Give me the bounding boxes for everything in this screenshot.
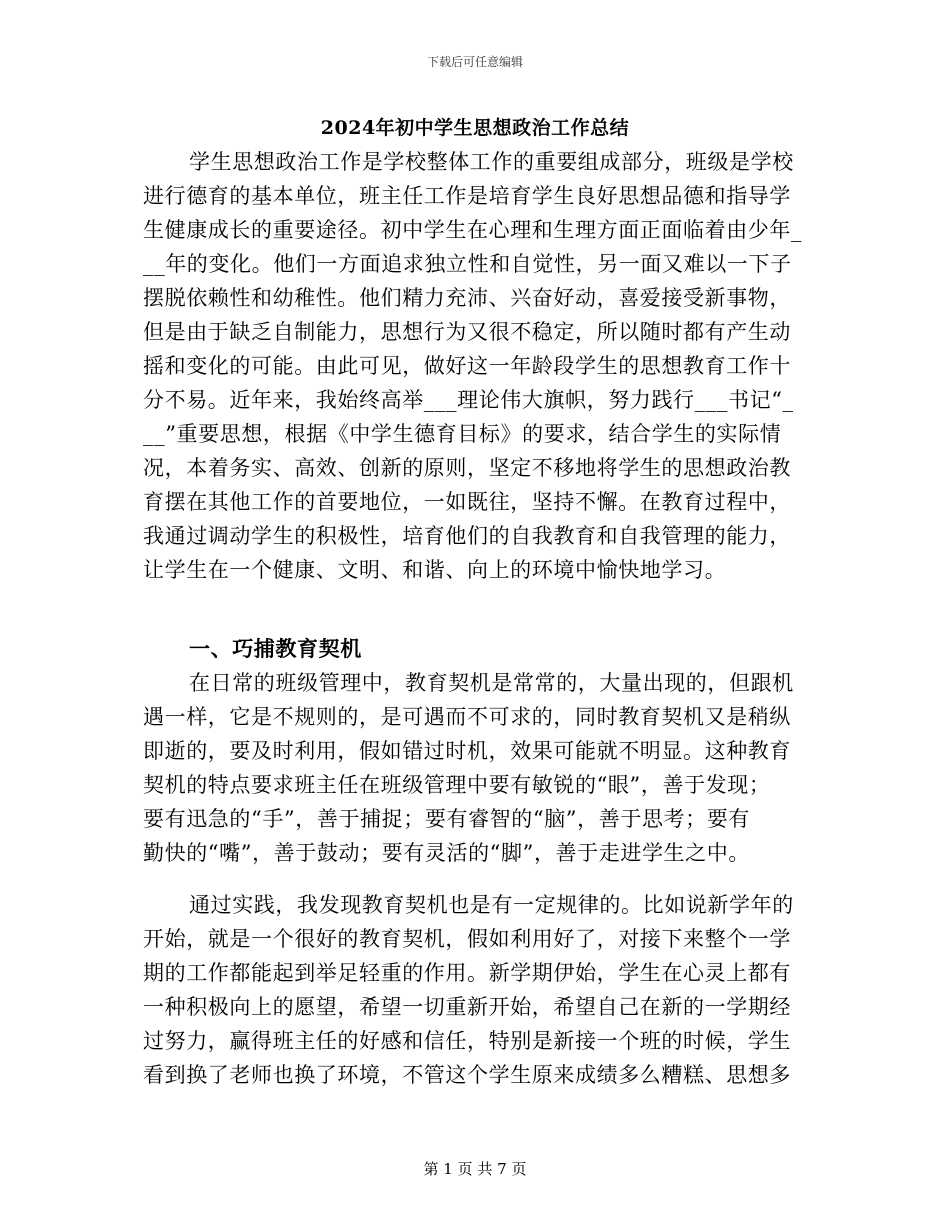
- document-title: 2024年初中学生思想政治工作总结: [320, 117, 630, 139]
- paragraph-line: 分不易。近年来，我始终高举___理论伟大旗帜，努力践行___书记“_: [143, 388, 794, 412]
- paragraph-line: 开始，就是一个很好的教育契机，假如利用好了，对接下来整个一学: [143, 927, 791, 951]
- paragraph-education-opportunity: [143, 666, 807, 870]
- paragraph-line: 过努力，赢得班主任的好感和信任，特别是新接一个班的时候，学生: [143, 1029, 791, 1053]
- paragraph-line: 遇一样，它是不规则的，是可遇而不可求的，同时教育契机又是稍纵: [143, 705, 791, 729]
- paragraph-line: 学生思想政治工作是学校整体工作的重要组成部分，班级是学校: [189, 150, 794, 174]
- paragraph-line: 即逝的，要及时利用，假如错过时机，效果可能就不明显。这种教育: [143, 739, 791, 763]
- paragraph-line: 勤快的“嘴”，善于鼓动；要有灵活的“脚”，善于走进学生之中。: [143, 841, 750, 865]
- paragraph-intro: [143, 145, 807, 587]
- paragraph-line: 育摆在其他工作的首要地位，一如既往，坚持不懈。在教育过程中，: [143, 490, 791, 514]
- paragraph-line: 要有迅急的“手”，善于捕捉；要有睿智的“脑”，善于思考；要有: [143, 807, 750, 831]
- paragraph-line: 让学生在一个健康、文明、和谐、向上的环境中愉快地学习。: [143, 558, 727, 582]
- paragraph-line: 况，本着务实、高效、创新的原则，坚定不移地将学生的思想政治教: [143, 456, 791, 480]
- paragraph-line: 期的工作都能起到举足轻重的作用。新学期伊始，学生在心灵上都有: [143, 961, 791, 985]
- paragraph-line: 契机的特点要求班主任在班级管理中要有敏锐的“眼”，善于发现；: [143, 773, 771, 797]
- paragraph-line: 在日常的班级管理中，教育契机是常常的，大量出现的，但跟机: [189, 671, 794, 695]
- paragraph-line: 进行德育的基本单位，班主任工作是培育学生良好思想品德和指导学: [143, 184, 791, 208]
- header-note: 下载后可任意编辑: [426, 55, 523, 69]
- paragraph-line: 但是由于缺乏自制能力，思想行为又很不稳定，所以随时都有产生动: [143, 320, 791, 344]
- paragraph-line: __年的变化。他们一方面追求独立性和自觉性，另一面又难以一下子: [143, 252, 792, 276]
- paragraph-line: __”重要思想，根据《中学生德育目标》的要求，结合学生的实际情: [143, 422, 782, 446]
- section-heading: [143, 632, 807, 666]
- paragraph-line: 一种积极向上的愿望，希望一切重新开始，希望自己在新的一学期经: [143, 995, 791, 1019]
- paragraph-line: 看到换了老师也换了环境，不管这个学生原来成绩多么糟糕、思想多: [143, 1063, 791, 1087]
- paragraph-line: 摆脱依赖性和幼稚性。他们精力充沛、兴奋好动，喜爱接受新事物，: [143, 286, 791, 310]
- paragraph-practice: [143, 888, 807, 1092]
- section-heading-text: 一、巧捕教育契机: [189, 636, 362, 661]
- paragraph-line: 通过实践，我发现教育契机也是有一定规律的。比如说新学年的: [189, 893, 794, 917]
- paragraph-line: 生健康成长的重要途径。初中学生在心理和生理方面正面临着由少年_: [143, 218, 803, 242]
- page-number-footer: 第 1 页 共 7 页: [423, 1160, 527, 1178]
- paragraph-line: 我通过调动学生的积极性，培育他们的自我教育和自我管理的能力，: [143, 524, 791, 548]
- paragraph-line: 摇和变化的可能。由此可见，做好这一年龄段学生的思想教育工作十: [143, 354, 791, 378]
